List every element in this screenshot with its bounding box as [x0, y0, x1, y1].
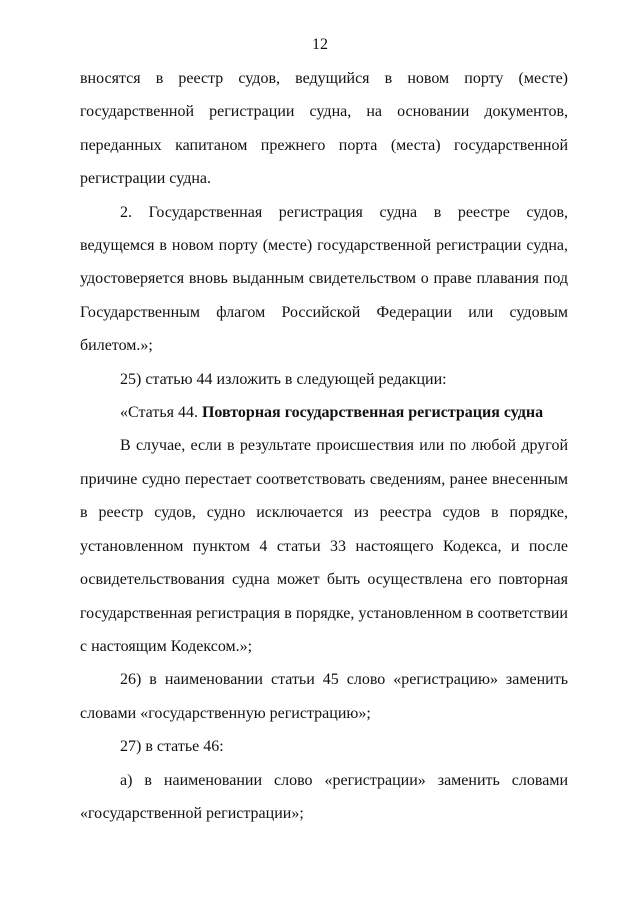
paragraph-item-27a: а) в наименовании слово «регистрации» заменить словами «государственной регистрации»; [80, 771, 568, 822]
paragraph-item-26: 26) в наименовании статьи 45 слово «регистрацию» заменить словами «государственную регистрацию»; [80, 671, 568, 722]
paragraph-continuation: вносятся в реестр судов, ведущийся в новом порту (месте) государственной регистрации судна, на основании документов, переданных капитаном прежнего порта (места) государственной регистрации судна. [80, 70, 568, 188]
paragraph-item-27: 27) в статье 46: [120, 738, 224, 756]
page-number: 12 [312, 36, 328, 53]
article-44-prefix: «Статья 44. [120, 404, 202, 422]
paragraph-item-2: 2. Государственная регистрация судна в реестре судов, ведущемся в новом порту (месте) государственной регистрации судна, удостоверяется вновь выданным свидетельством о праве плавания под Государственным флагом Российской Федерации или судовым билетом.»; [80, 203, 568, 355]
article-44-title: Повторная государственная регистрация судна [201, 404, 544, 422]
article-44-heading [80, 396, 568, 429]
article-44-body: В случае, если в результате происшествия или по любой другой причине судно перестает соответствовать сведениям, ранее внесенным в реестр судов, судно исключается из реестра судов в порядке, установленном пунктом 4 статьи 33 настоящего Кодекса, и после освидетельствования судна может быть осуществлена его повторная государственная регистрация в порядке, установленном в соответствии с настоящим Кодексом.»; [80, 437, 568, 655]
paragraph-item-25: 25) статью 44 изложить в следующей редакции: [120, 370, 447, 388]
document-body [80, 62, 568, 830]
